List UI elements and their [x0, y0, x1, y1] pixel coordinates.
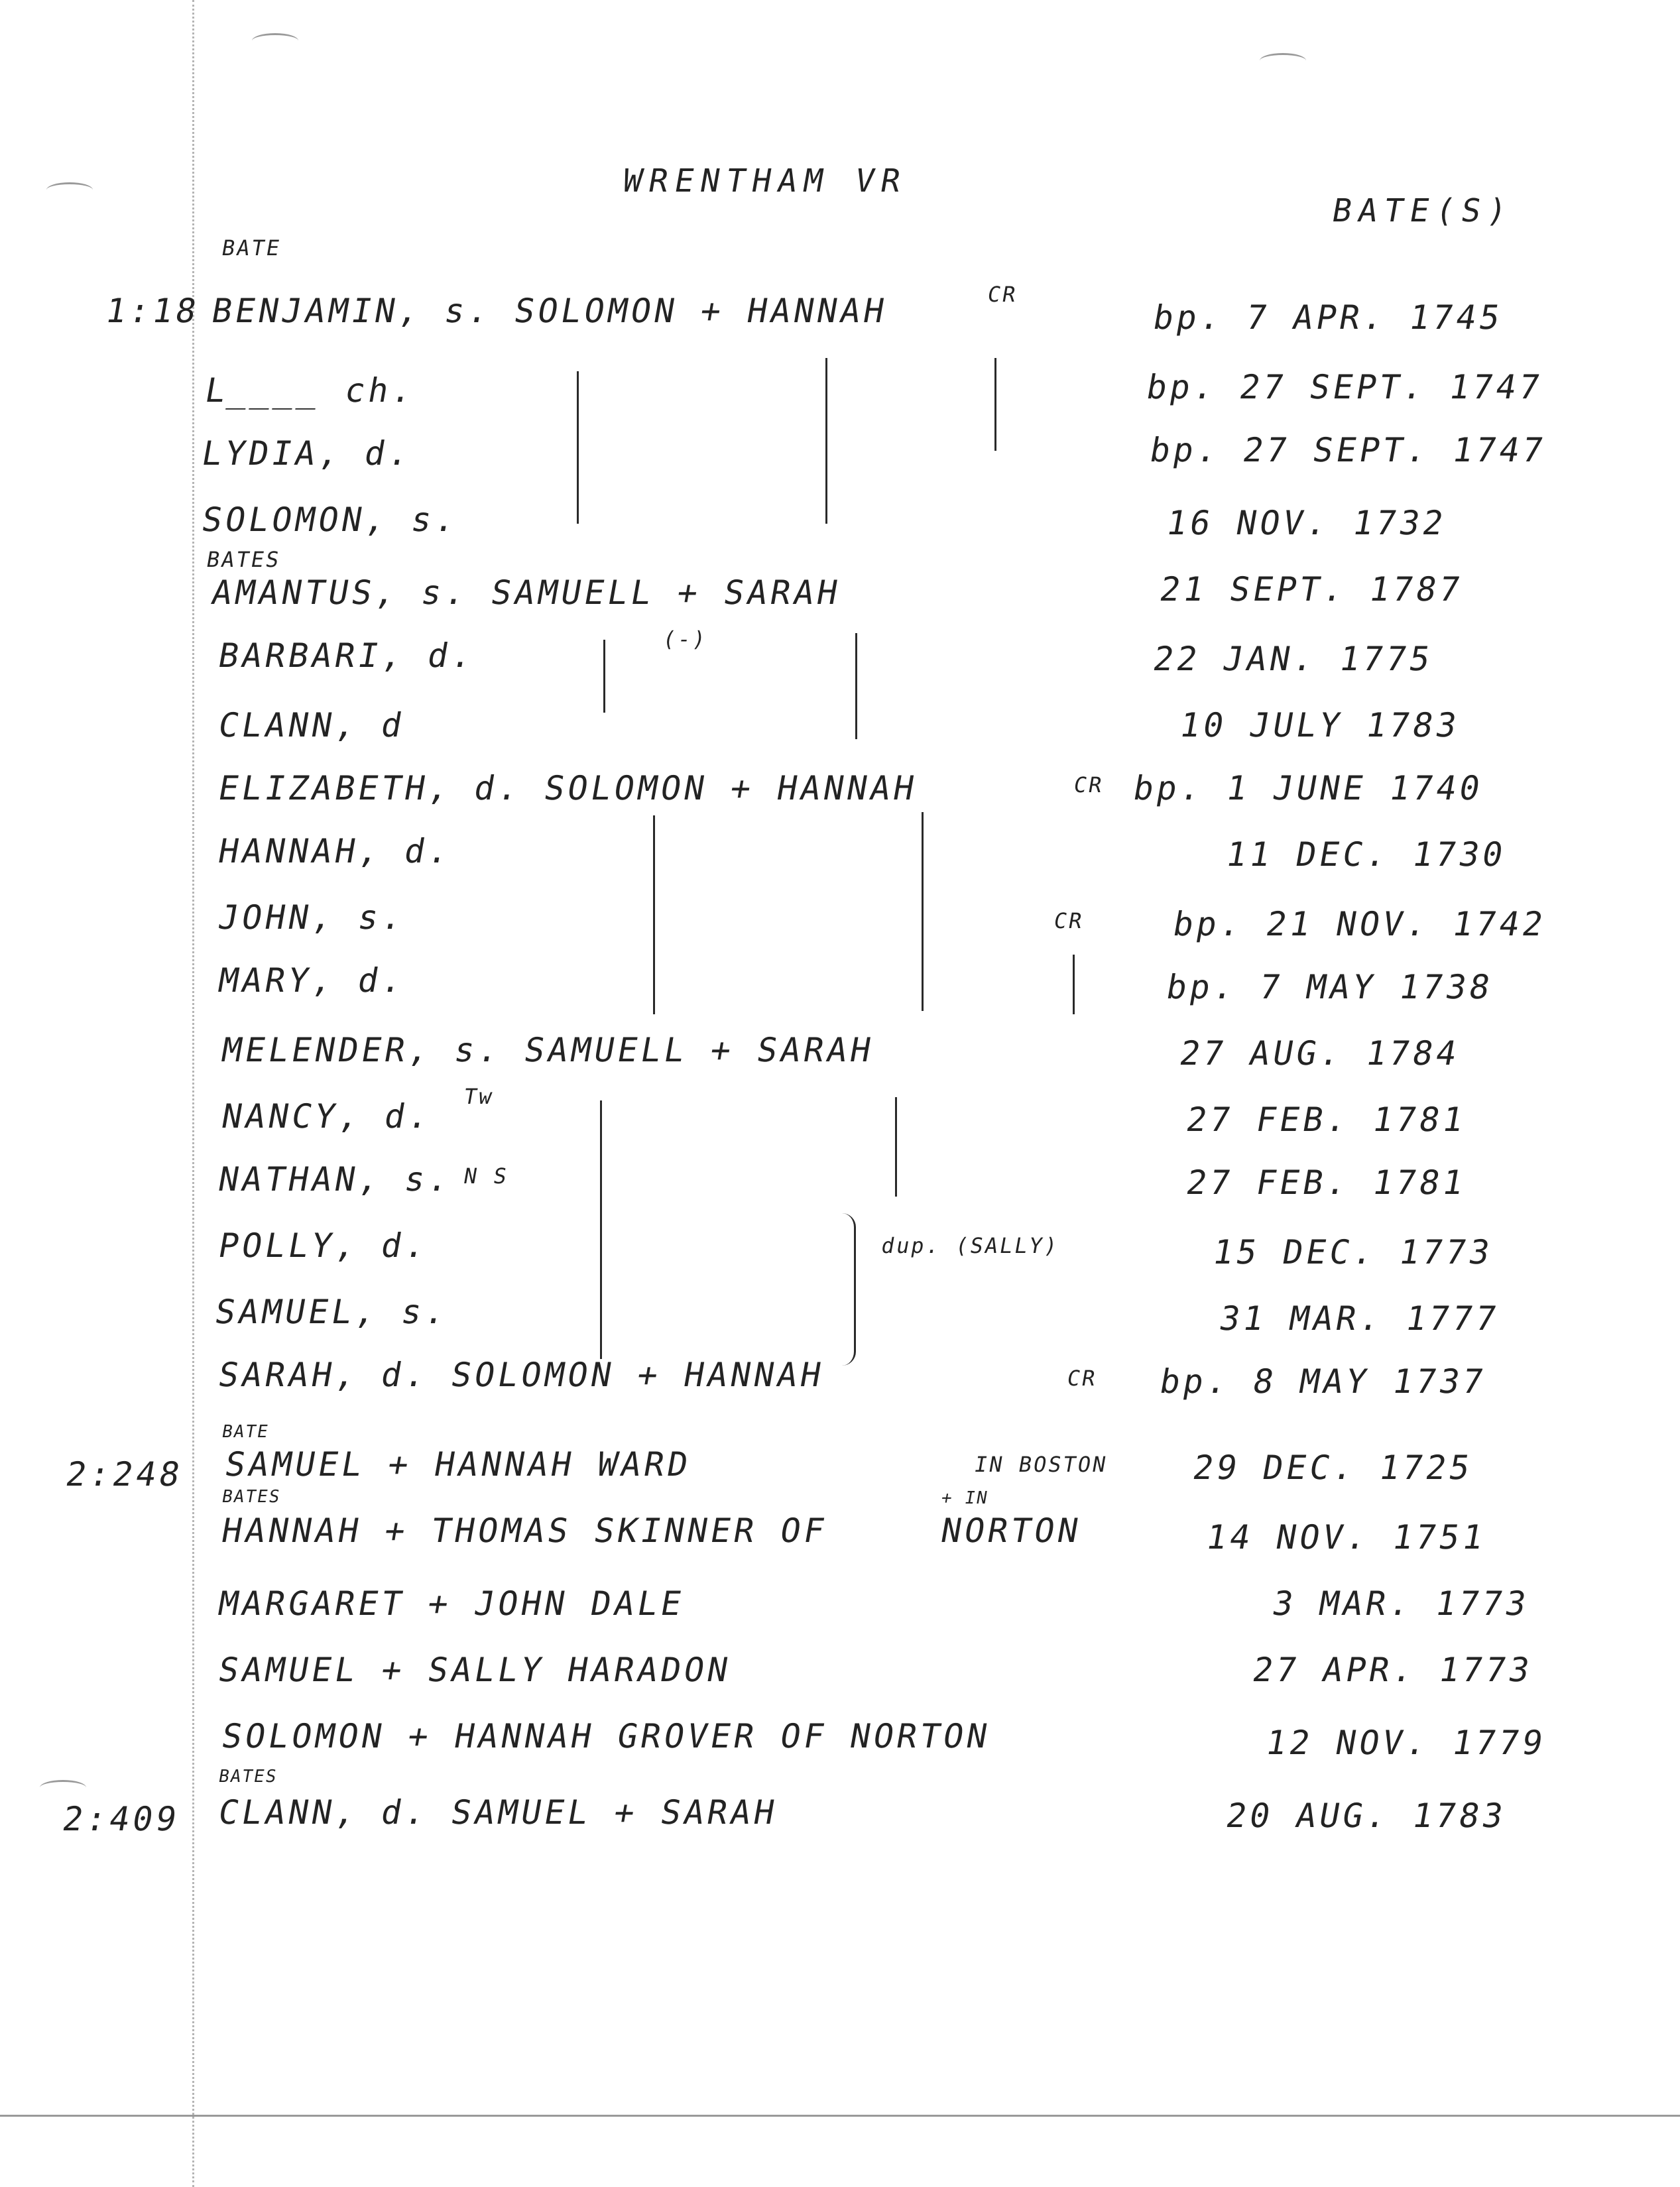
marriage-date: 3 MAR. 1773: [1269, 1584, 1533, 1623]
source-note: CR: [985, 282, 1020, 307]
birth-entry-date: 15 DEC. 1773: [1209, 1233, 1496, 1271]
marriage-entry: HANNAH + THOMAS SKINNER OF: [218, 1511, 831, 1550]
marriage-date: 29 DEC. 1725: [1189, 1448, 1476, 1487]
punch-hole-mark: [40, 1780, 86, 1795]
marriage-date: 14 NOV. 1751: [1203, 1518, 1490, 1557]
marriage-entry: SAMUEL + HANNAH WARD: [221, 1445, 695, 1484]
marriage-entry: MARGARET + JOHN DALE: [215, 1584, 688, 1623]
volume-page-ref: 1:18: [102, 292, 203, 330]
birth-entry-date: bp. 8 MAY 1737: [1156, 1362, 1490, 1401]
page-title: WRENTHAM VR: [620, 162, 910, 200]
record-note: dup. (SALLY): [879, 1233, 1061, 1258]
marriage-entry: SOLOMON + HANNAH GROVER OF NORTON: [218, 1717, 994, 1755]
ditto-mark: [603, 640, 605, 713]
birth-entry-date: bp. 7 MAY 1738: [1163, 968, 1496, 1006]
birth-entry-date: bp. 7 APR. 1745: [1150, 298, 1506, 337]
birth-entry-date: bp. 1 JUNE 1740: [1130, 769, 1486, 807]
birth-entry-name: SARAH, d. SOLOMON + HANNAH: [215, 1356, 827, 1394]
birth-entry-name: NANCY, d.: [218, 1097, 436, 1136]
birth-entry-name: JOHN, s.: [215, 898, 408, 937]
marriage-date: 27 APR. 1773: [1249, 1651, 1536, 1689]
birth-entry-date: 10 JULY 1783: [1176, 706, 1463, 744]
birth-entry-name: AMANTUS, s. SAMUELL + SARAH: [208, 573, 844, 612]
birth-entry-date: 27 FEB. 1781: [1183, 1163, 1470, 1202]
marriage-place: NORTON: [937, 1511, 1085, 1550]
source-note: CR: [1051, 908, 1086, 933]
birth-entry-date: bp. 21 NOV. 1742: [1170, 905, 1549, 943]
ditto-mark: [1073, 955, 1075, 1014]
volume-page-ref: 2:409: [59, 1800, 183, 1838]
marriage-date: 12 NOV. 1779: [1262, 1724, 1549, 1762]
death-date: 20 AUG. 1783: [1223, 1797, 1510, 1835]
birth-entry-date: 16 NOV. 1732: [1163, 504, 1450, 542]
surname-tag: BATE(S): [1329, 192, 1517, 229]
surname-heading: BATES: [220, 1487, 282, 1507]
surname-heading: BATE: [219, 235, 284, 261]
insertion-note: + IN: [939, 1488, 990, 1508]
ditto-bracket: [842, 1213, 856, 1366]
birth-entry-name: SOLOMON, s.: [198, 501, 462, 539]
twin-note: Tw: [461, 1084, 496, 1109]
punch-hole-mark: [252, 33, 298, 48]
birth-entry-name: NATHAN, s.: [215, 1160, 455, 1199]
punch-hole-mark: [1260, 53, 1306, 68]
birth-entry-name: ELIZABETH, d. SOLOMON + HANNAH: [215, 769, 921, 807]
birth-entry-date: 11 DEC. 1730: [1223, 835, 1510, 874]
birth-entry-name: SAMUEL, s.: [211, 1293, 452, 1331]
birth-entry-date: 22 JAN. 1775: [1150, 640, 1437, 678]
record-note: (-): [660, 626, 710, 652]
ditto-mark: [922, 812, 924, 1011]
twin-note: N S: [461, 1163, 511, 1189]
marriage-place: IN BOSTON: [972, 1452, 1110, 1477]
source-note: CR: [1065, 1366, 1099, 1391]
death-entry: CLANN, d. SAMUEL + SARAH: [215, 1793, 781, 1832]
source-note: CR: [1071, 772, 1106, 798]
ditto-mark: [825, 358, 827, 524]
birth-entry-date: bp. 27 SEPT. 1747: [1143, 368, 1546, 406]
birth-entry-name: HANNAH, d.: [215, 832, 455, 870]
birth-entry-name: L____ ch.: [202, 371, 419, 410]
ditto-mark: [994, 358, 996, 451]
marriage-entry: SAMUEL + SALLY HARADON: [215, 1651, 735, 1689]
birth-entry-name: POLLY, d.: [215, 1226, 432, 1265]
surname-heading: BATES: [217, 1767, 279, 1787]
birth-entry-name: CLANN, d: [215, 706, 408, 744]
birth-entry-date: bp. 27 SEPT. 1747: [1146, 431, 1549, 469]
birth-entry-name: BARBARI, d.: [215, 636, 479, 675]
birth-entry-name: MARY, d.: [215, 961, 408, 1000]
surname-heading: BATES: [204, 547, 283, 572]
birth-entry-date: 21 SEPT. 1787: [1156, 570, 1467, 609]
ditto-mark: [855, 633, 857, 739]
birth-entry-date: 27 FEB. 1781: [1183, 1100, 1470, 1139]
punch-hole-mark: [46, 182, 93, 198]
volume-page-ref: 2:248: [62, 1455, 186, 1494]
bottom-rule: [0, 2115, 1680, 2117]
birth-entry-name: MELENDER, s. SAMUELL + SARAH: [218, 1031, 877, 1069]
ditto-mark: [653, 815, 655, 1014]
ditto-mark: [895, 1097, 897, 1197]
birth-entry-name: BENJAMIN, s. SOLOMON + HANNAH: [208, 292, 891, 330]
birth-entry-date: 27 AUG. 1784: [1176, 1034, 1463, 1073]
birth-entry-date: 31 MAR. 1777: [1216, 1299, 1503, 1338]
surname-heading: BATE: [220, 1422, 271, 1442]
ditto-mark: [600, 1100, 602, 1359]
ditto-mark: [577, 371, 579, 524]
birth-entry-name: LYDIA, d.: [198, 434, 416, 473]
